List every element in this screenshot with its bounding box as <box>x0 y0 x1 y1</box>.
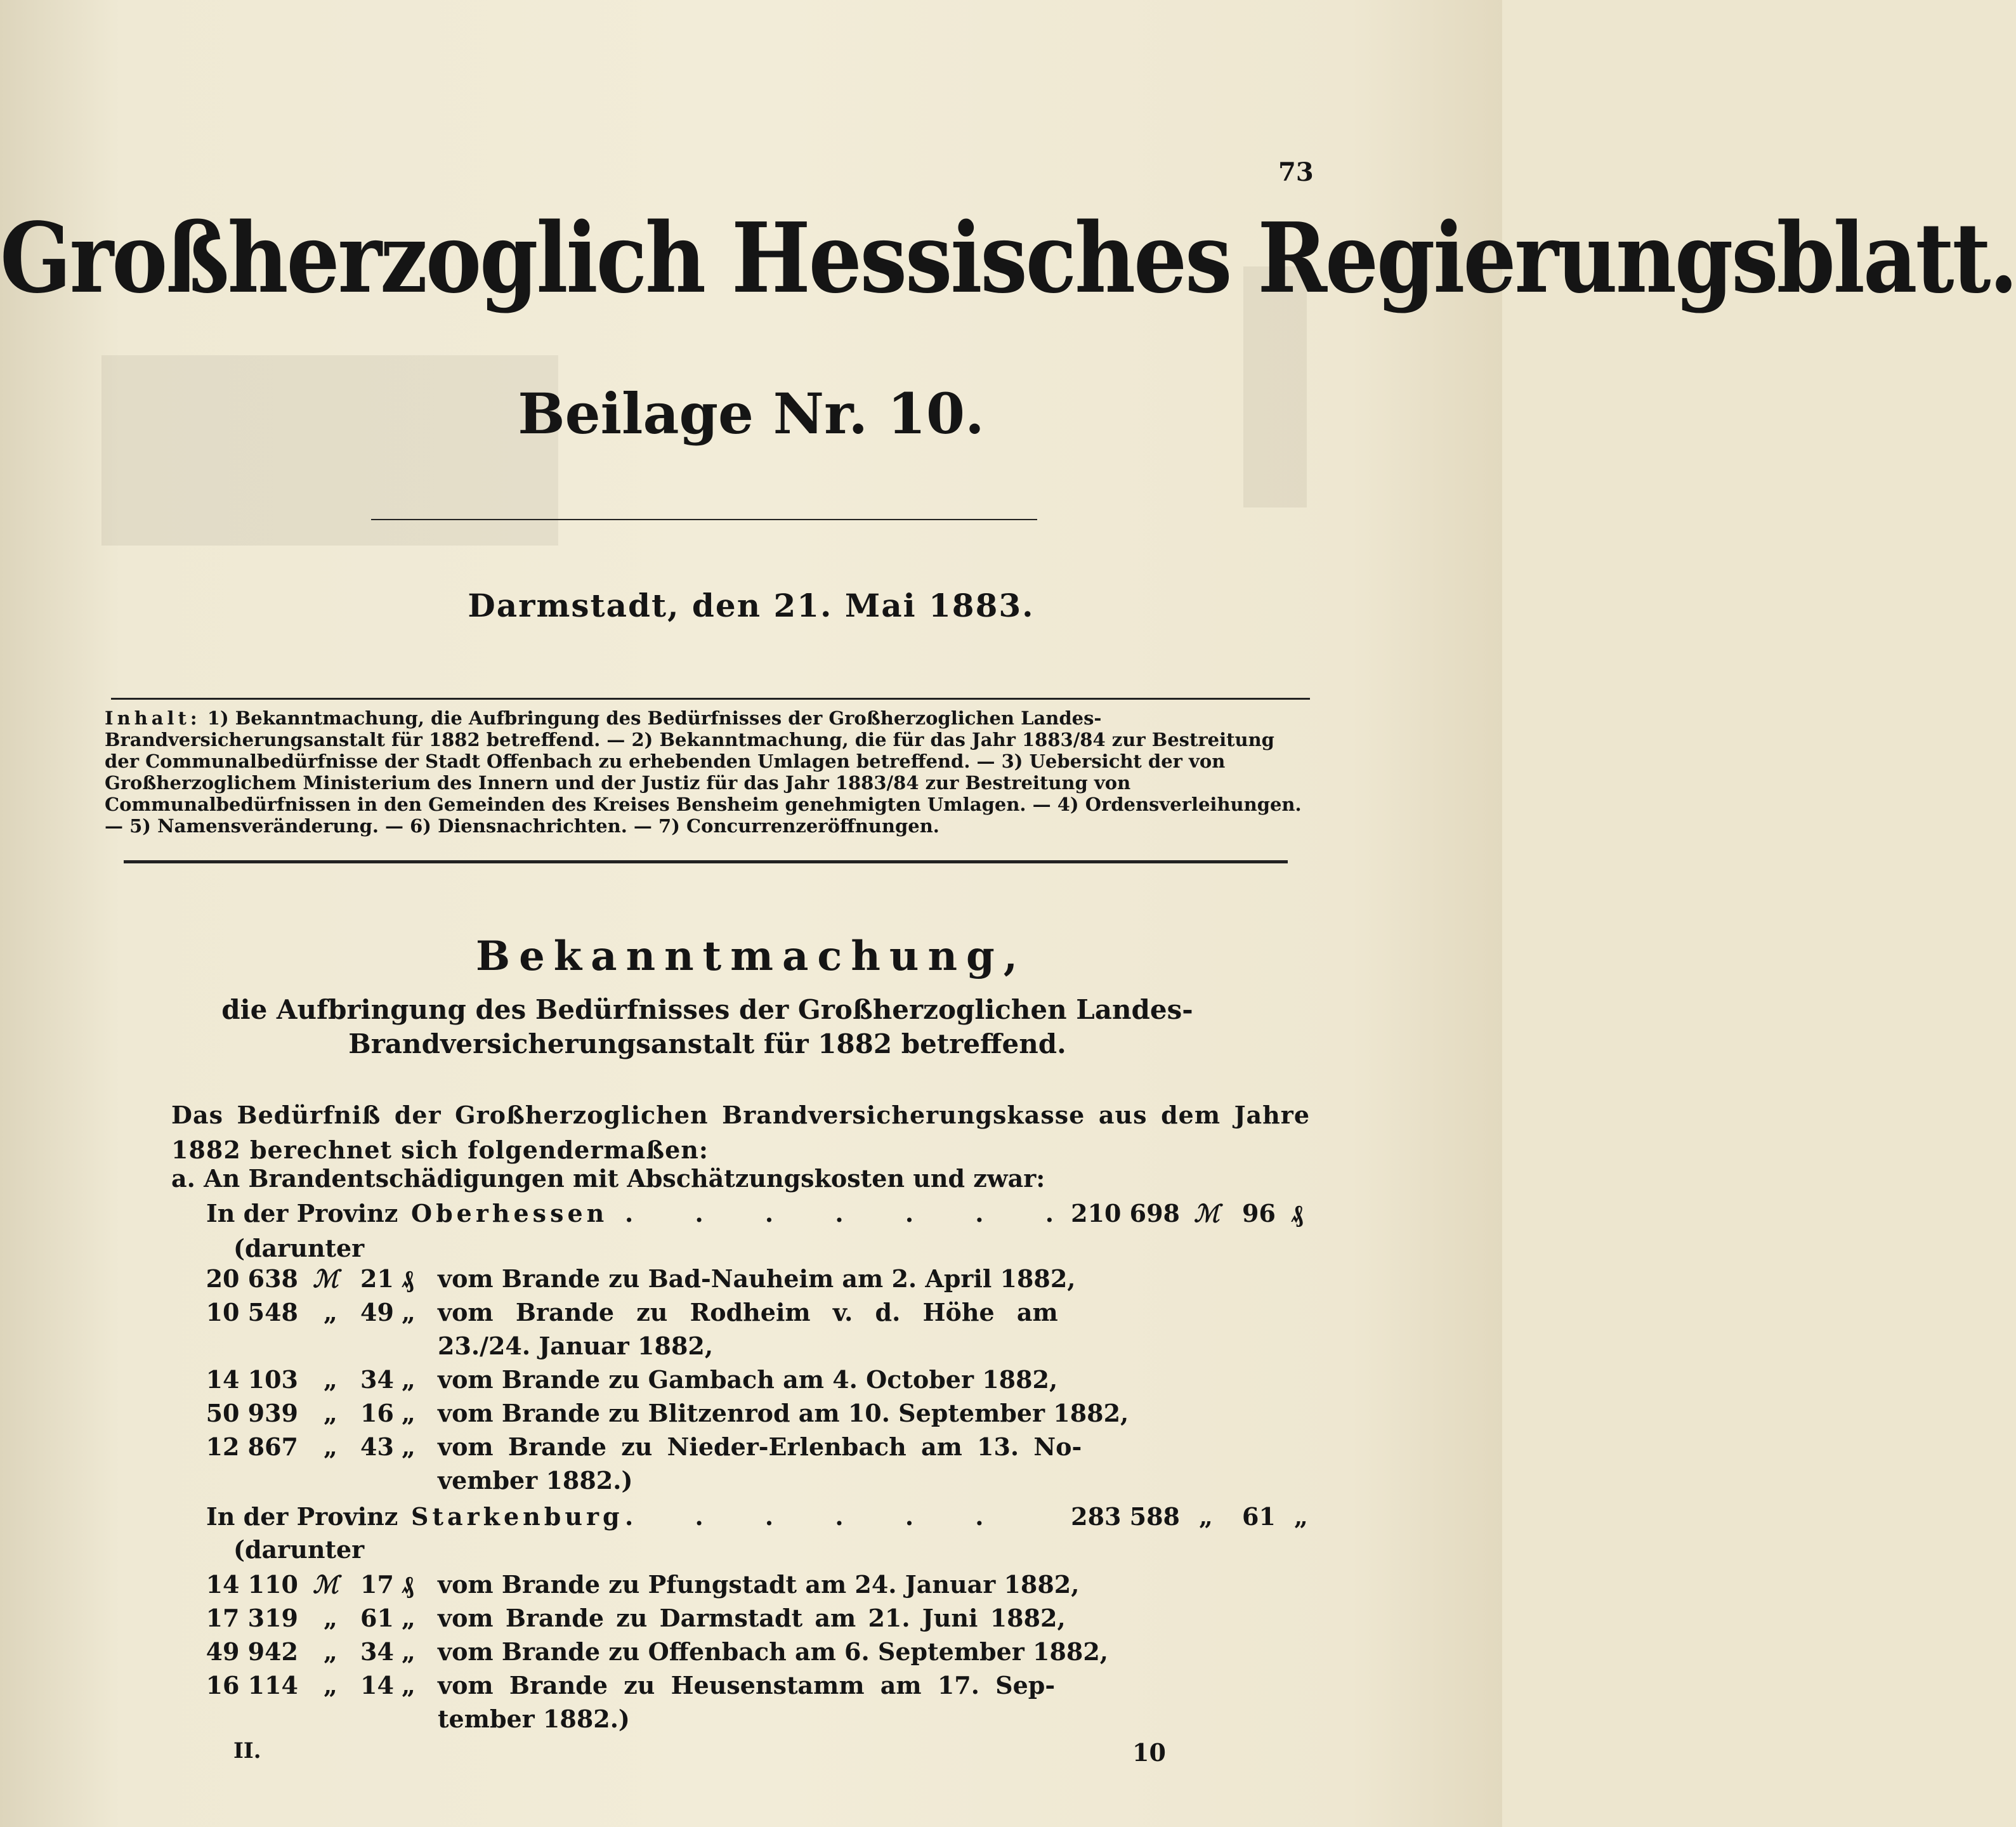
supplement-number: Beilage Nr. 10. <box>518 381 985 447</box>
row-pf: „ <box>402 1399 416 1427</box>
mark-sign: ℳ <box>1194 1199 1220 1228</box>
dateline: Darmstadt, den 21. Mai 1883. <box>468 587 1035 624</box>
row-pf: „ <box>402 1637 416 1666</box>
row-cents: 17 <box>360 1570 394 1599</box>
darunter-label: (darunter <box>233 1535 365 1564</box>
row-unit: „ <box>324 1671 337 1699</box>
row-text: vom Brande zu Nieder-Erlenbach am 13. No- <box>438 1432 1082 1461</box>
row-unit: „ <box>324 1637 337 1666</box>
section-title: Bekanntmachung, <box>475 933 1027 980</box>
row-unit: „ <box>324 1432 337 1461</box>
intro-paragraph: Das Bedürfniß der Großherzoglichen Brandversicherungskasse aus dem Jahre 1882 berechnet sich folgendermaßen: <box>171 1101 1310 1164</box>
row-amount: 16 114 <box>206 1671 298 1699</box>
row-text: vom Brande zu Gambach am 4. October 1882, <box>438 1365 1058 1394</box>
row-cents: 21 <box>360 1264 394 1293</box>
row-pf: „ <box>402 1604 416 1632</box>
row-text-continuation: tember 1882.) <box>438 1705 630 1733</box>
row-pf: ₰ <box>402 1264 414 1293</box>
page-number: 73 <box>1278 157 1314 187</box>
row-pf: „ <box>402 1298 416 1326</box>
section-subtitle: die Aufbringung des Bedürfnisses der Großherzoglichen Landes-Brandversicherungsanstalt für 1882 betreffend. <box>221 994 1193 1059</box>
darunter-label: (darunter <box>233 1234 365 1262</box>
contents-top-rule <box>111 698 1310 700</box>
row-unit: ℳ <box>313 1264 339 1293</box>
pfennig-sign: ₰ <box>1291 1199 1303 1228</box>
contents-text: 1) Bekanntmachung, die Aufbringung des Bedürfnisses der Großherzoglichen Landes-Brandversicherungsanstalt für 1882 betreffend. — 2) Bekanntmachung, die für das Jahr 1883/84 zur Bestreitung der Communalbedürfnisse der Stadt Offenbach zu erhebenden Umlagen betreffend. — 3) Uebersicht der von Großherzoglichem Ministerium des Innern und der Justiz für das Jahr 1883/84 zur Bestreitung von Communalbedürfnissen in den Gemeinden des Kreises Bensheim genehmigten Umlagen. — 4) Ordensverleihungen. — 5) Namensveränderung. — 6) Diensnachrichten. — 7) Concurrenzeröffnungen. <box>105 707 1302 837</box>
province-cents: 61 <box>1242 1502 1276 1531</box>
row-pf: „ <box>402 1365 416 1394</box>
row-cents: 61 <box>360 1604 394 1632</box>
row-amount: 50 939 <box>206 1399 298 1427</box>
row-pf: ₰ <box>402 1570 414 1599</box>
province-name: Oberhessen <box>411 1199 608 1228</box>
row-amount: 10 548 <box>206 1298 298 1326</box>
contents-bottom-rule <box>124 860 1288 863</box>
row-cents: 34 <box>360 1637 394 1666</box>
row-text: vom Brande zu Rodheim v. d. Höhe am <box>438 1298 1058 1326</box>
row-amount: 49 942 <box>206 1637 298 1666</box>
divider-rule <box>371 519 1037 520</box>
contents-block <box>105 707 1310 837</box>
row-cents: 49 <box>360 1298 394 1326</box>
row-amount: 12 867 <box>206 1432 298 1461</box>
signature-mark: II. <box>233 1738 261 1764</box>
province-cents: 96 <box>1242 1199 1276 1228</box>
province-total: 283 588 <box>1071 1502 1180 1531</box>
row-text: vom Brande zu Offenbach am 6. September 1882, <box>438 1637 1109 1666</box>
row-cents: 14 <box>360 1671 394 1699</box>
province-label: In der Provinz <box>206 1199 398 1228</box>
province-label: In der Provinz <box>206 1502 398 1531</box>
mark-sign: „ <box>1199 1502 1213 1531</box>
row-cents: 34 <box>360 1365 394 1394</box>
item-a-heading: a. An Brandentschädigungen mit Abschätzungskosten und zwar: <box>171 1164 1045 1193</box>
row-unit: ℳ <box>313 1570 339 1599</box>
row-text: vom Brande zu Blitzenrod am 10. September 1882, <box>438 1399 1129 1427</box>
row-text-continuation: 23./24. Januar 1882, <box>438 1332 714 1360</box>
row-amount: 17 319 <box>206 1604 298 1632</box>
row-text: vom Brande zu Heusenstamm am 17. Sep- <box>438 1671 1056 1699</box>
row-pf: „ <box>402 1432 416 1461</box>
row-cents: 16 <box>360 1399 394 1427</box>
contents-label: Inhalt: <box>105 707 201 729</box>
row-cents: 43 <box>360 1432 394 1461</box>
row-text-continuation: vember 1882.) <box>438 1466 633 1495</box>
row-text: vom Brande zu Bad-Nauheim am 2. April 1882, <box>438 1264 1076 1293</box>
row-amount: 14 110 <box>206 1570 298 1599</box>
province-total: 210 698 <box>1071 1199 1180 1228</box>
row-pf: „ <box>402 1671 416 1699</box>
row-amount: 14 103 <box>206 1365 298 1394</box>
leader-dots: . . . . . . . <box>625 1199 1080 1228</box>
province-name: Starkenburg <box>411 1502 624 1531</box>
row-unit: „ <box>324 1399 337 1427</box>
row-unit: „ <box>324 1365 337 1394</box>
row-amount: 20 638 <box>206 1264 298 1293</box>
row-text: vom Brande zu Darmstadt am 21. Juni 1882, <box>438 1604 1066 1632</box>
sheet-number: 10 <box>1132 1738 1166 1767</box>
row-unit: „ <box>324 1604 337 1632</box>
masthead-title: Großherzoglich Hessisches Regierungsblatt. <box>0 202 2016 315</box>
row-unit: „ <box>324 1298 337 1326</box>
pfennig-sign: „ <box>1294 1502 1308 1531</box>
row-text: vom Brande zu Pfungstadt am 24. Januar 1882, <box>438 1570 1080 1599</box>
leader-dots: . . . . . . <box>625 1502 1011 1531</box>
